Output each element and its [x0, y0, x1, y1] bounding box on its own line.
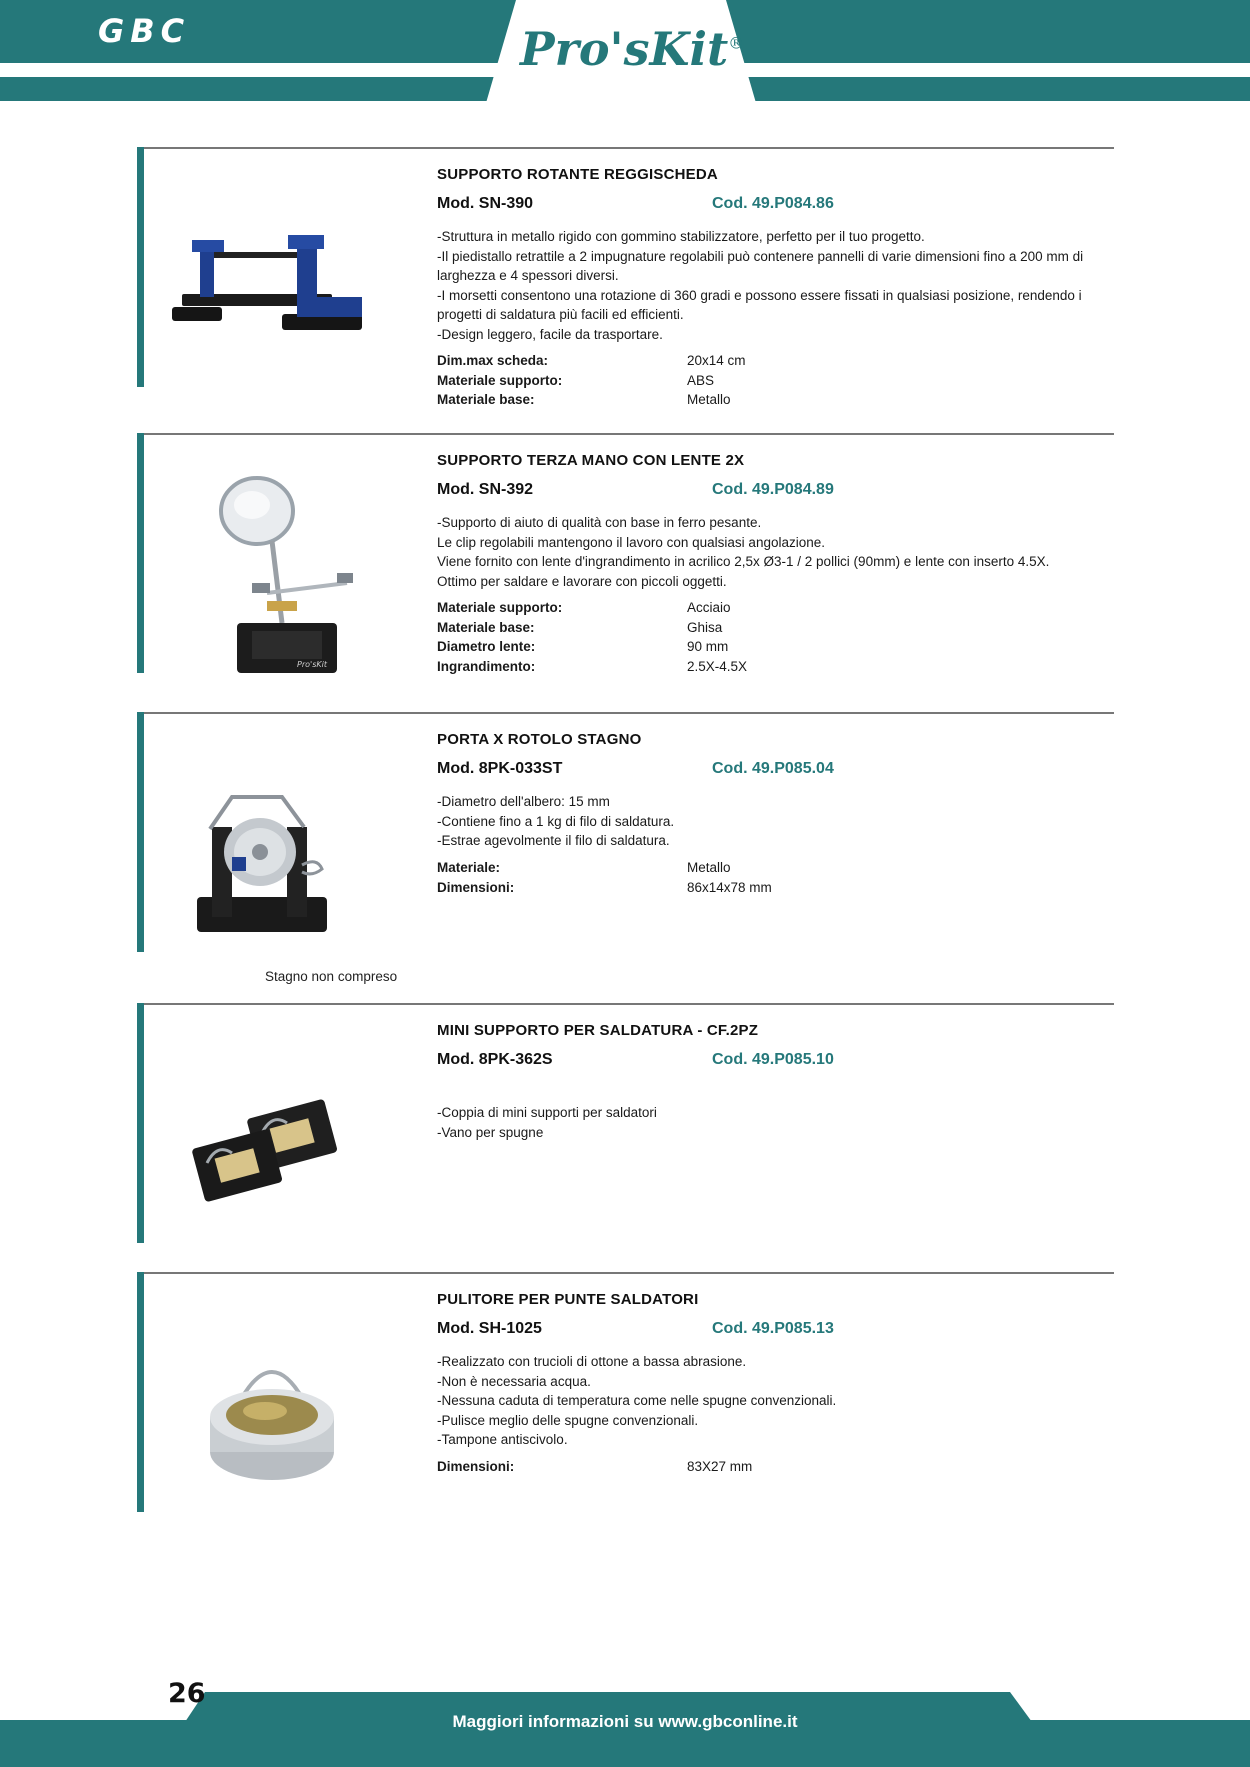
spec-value: 90 mm [687, 639, 729, 654]
section-accent-bar [137, 433, 144, 673]
product-title: PULITORE PER PUNTE SALDATORI [437, 1291, 699, 1308]
product-model: Mod. SN-392 [437, 481, 534, 498]
spec-row [437, 1457, 752, 1477]
product-section-2 [137, 433, 1114, 683]
description-line: -Non è necessaria acqua. [437, 1373, 591, 1389]
spec-table [437, 598, 747, 676]
product-section-4 [137, 1003, 1114, 1248]
spec-row [437, 637, 747, 657]
spec-value: ABS [687, 372, 715, 388]
spec-value: 2.5X-4.5X [687, 658, 748, 674]
description-line: Ottimo per saldare e lavorare con piccoli oggetti. [437, 573, 727, 589]
product-code: Cod. 49.P084.86 [712, 195, 834, 212]
product-description [437, 1352, 1117, 1450]
spec-label: Materiale base: [437, 619, 535, 635]
product-code: Cod. 49.P085.10 [712, 1051, 834, 1068]
image-note: Stagno non compreso [265, 969, 398, 984]
spec-value: 83X27 mm [687, 1459, 753, 1474]
description-line: -Il piedistallo retrattile a 2 impugnature regolabili può contenere pannelli di varie dimensioni fino a 200 mm di larghezza e 4 spessori diversi. [437, 248, 1084, 283]
spec-label: Dimensioni: [437, 1459, 515, 1474]
section-divider [144, 712, 1114, 714]
description-line: -Nessuna caduta di temperatura come nelle spugne convenzionali. [437, 1393, 837, 1408]
page-number: 26 [168, 1678, 206, 1709]
spec-table [437, 1457, 752, 1477]
spec-value: 20x14 cm [687, 353, 746, 368]
description-line: Viene fornito con lente d'ingrandimento in acrilico 2,5x Ø3-1 / 2 pollici (90mm) e lente con inserto 4.5X. [437, 554, 1050, 569]
product-code: Cod. 49.P084.89 [712, 481, 834, 498]
product-title: SUPPORTO ROTANTE REGGISCHEDA [437, 166, 718, 183]
spec-row [437, 858, 772, 878]
spec-row [437, 390, 746, 410]
spec-label: Materiale: [437, 860, 501, 875]
spec-row [437, 618, 747, 638]
description-line: -Tampone antiscivolo. [437, 1432, 568, 1447]
section-divider [144, 1003, 1114, 1005]
gbc-logo: GBC [98, 12, 191, 50]
image-brand-label: Pro'sKit [297, 660, 327, 669]
description-line: -Struttura in metallo rigido con gommino stabilizzatore, perfetto per il tuo progetto. [437, 229, 925, 244]
product-title: PORTA X ROTOLO STAGNO [437, 731, 642, 748]
spec-label: Dim.max scheda: [437, 353, 549, 368]
spec-value: Acciaio [687, 600, 731, 615]
board-holder-image [172, 232, 372, 342]
section-divider [144, 433, 1114, 435]
description-line: -I morsetti consentono una rotazione di 360 gradi e possono essere fissati in qualsiasi posizione, rendendo i progetti di saldatura più facili ed efficienti. [437, 287, 1082, 322]
footer-info-link[interactable]: Maggiori informazioni su www.gbconline.it [452, 1712, 798, 1731]
section-accent-bar [137, 712, 144, 952]
spec-row [437, 351, 746, 371]
description-line: Le clip regolabili mantengono il lavoro con qualsiasi angolazione. [437, 534, 825, 550]
third-hand-image [207, 473, 377, 683]
product-model: Mod. SH-1025 [437, 1320, 542, 1337]
spec-value: Ghisa [687, 619, 723, 635]
spec-value: Metallo [687, 860, 731, 875]
spec-row [437, 878, 772, 898]
description-line: -Supporto di aiuto di qualità con base in ferro pesante. [437, 515, 762, 530]
description-line: -Coppia di mini supporti per saldatori [437, 1105, 657, 1120]
spec-label: Materiale supporto: [437, 600, 563, 615]
spec-label: Dimensioni: [437, 879, 515, 895]
proskit-logo-text: Pro'sKit [520, 22, 729, 76]
section-divider [144, 147, 1114, 149]
spec-table [437, 351, 746, 410]
product-section-1 [137, 147, 1114, 407]
product-code: Cod. 49.P085.04 [712, 760, 834, 777]
product-section-3 [137, 712, 1114, 992]
product-section-5 [137, 1272, 1114, 1517]
product-description [437, 513, 1117, 591]
spec-value: Metallo [687, 392, 731, 407]
spec-row [437, 657, 747, 677]
product-description [437, 227, 1117, 344]
spec-label: Materiale supporto: [437, 372, 563, 388]
solder-reel-holder-image [192, 777, 352, 947]
mini-stand-image [192, 1098, 352, 1208]
spec-label: Ingrandimento: [437, 658, 536, 674]
product-model: Mod. SN-390 [437, 195, 534, 212]
description-line: -Pulisce meglio delle spugne convenzionali. [437, 1412, 699, 1428]
spec-row [437, 371, 746, 391]
product-title: SUPPORTO TERZA MANO CON LENTE 2X [437, 452, 745, 469]
description-line: -Design leggero, facile da trasportare. [437, 326, 663, 342]
section-accent-bar [137, 1272, 144, 1512]
section-divider [144, 1272, 1114, 1274]
spec-value: 86x14x78 mm [687, 879, 772, 895]
section-accent-bar [137, 1003, 144, 1243]
product-model: Mod. 8PK-033ST [437, 760, 563, 777]
description-line: -Realizzato con trucioli di ottone a bassa abrasione. [437, 1354, 747, 1369]
product-description [437, 792, 1117, 851]
description-line: -Diametro dell'albero: 15 mm [437, 794, 610, 809]
spec-row [437, 598, 747, 618]
product-title: MINI SUPPORTO PER SALDATURA - CF.2PZ [437, 1022, 759, 1039]
product-description [437, 1103, 1117, 1142]
description-line: -Vano per spugne [437, 1124, 544, 1140]
registered-mark: ® [728, 33, 745, 53]
description-line: -Estrae agevolmente il filo di saldatura. [437, 833, 670, 848]
product-code: Cod. 49.P085.13 [712, 1320, 834, 1337]
tip-cleaner-image [197, 1347, 347, 1487]
description-line: -Contiene fino a 1 kg di filo di saldatura. [437, 813, 675, 829]
product-model: Mod. 8PK-362S [437, 1051, 553, 1068]
section-accent-bar [137, 147, 144, 387]
spec-label: Materiale base: [437, 392, 535, 407]
proskit-logo [520, 22, 745, 76]
spec-label: Diametro lente: [437, 639, 536, 654]
spec-table [437, 858, 772, 897]
